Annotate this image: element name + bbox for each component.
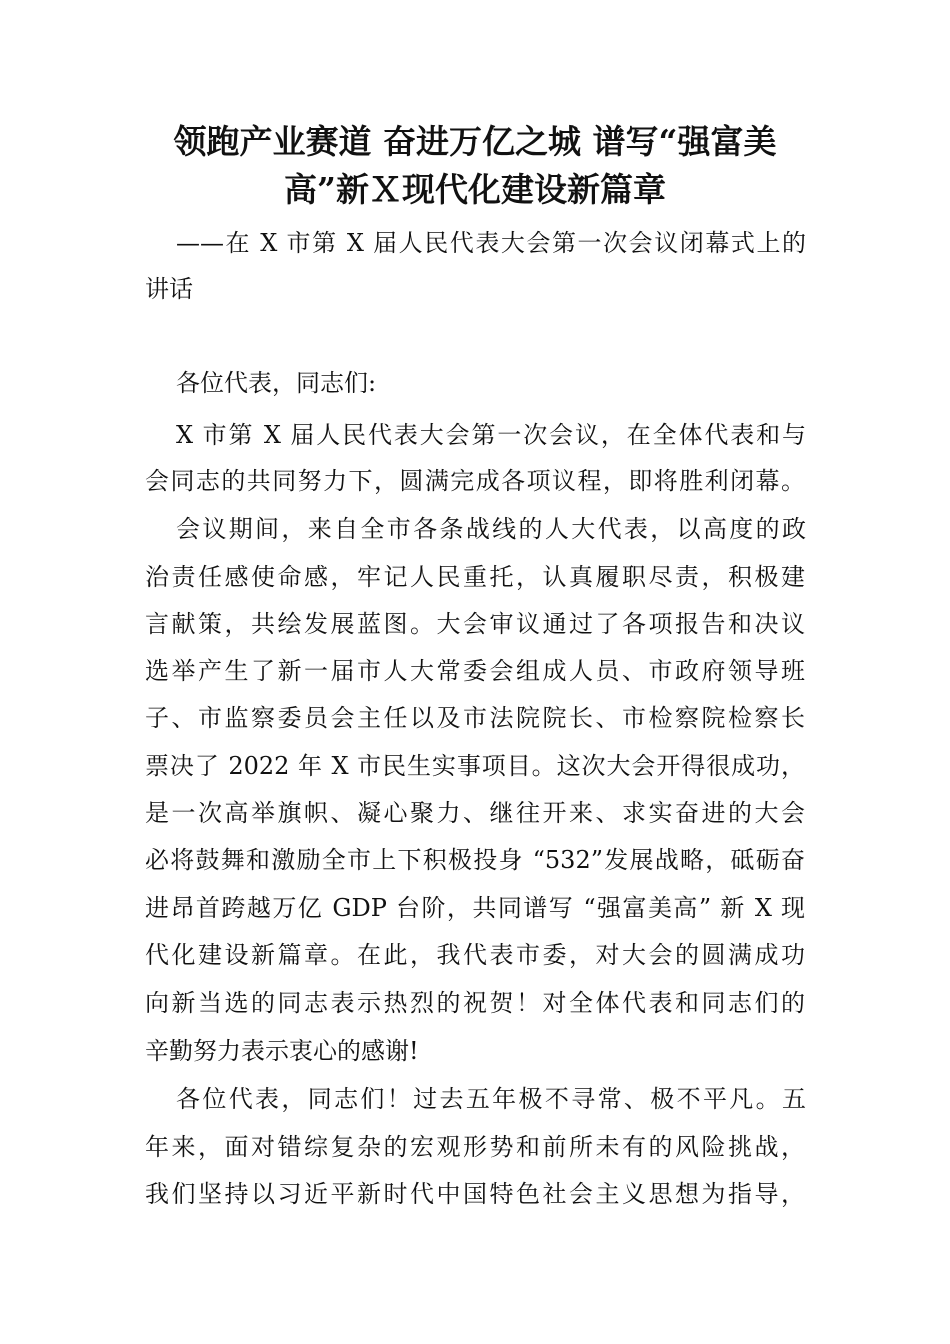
paragraph-line: 代化建设新篇章。在此，我代表市委，对大会的圆满成功 bbox=[145, 941, 805, 969]
document-title-line-1: 领跑产业赛道 奋进万亿之城 谱写“强富美 bbox=[173, 122, 777, 161]
paragraph-line: 辛勤努力表示衷心的感谢! bbox=[145, 1037, 419, 1065]
paragraph-line: 会同志的共同努力下，圆满完成各项议程，即将胜利闭幕。 bbox=[145, 467, 805, 495]
paragraph-line: 我们坚持以习近平新时代中国特色社会主义思想为指导， bbox=[145, 1180, 805, 1208]
salutation: 各位代表，同志们: bbox=[176, 369, 377, 397]
paragraph-line: 向新当选的同志表示热烈的祝贺！对全体代表和同志们的 bbox=[145, 989, 805, 1017]
paragraph-line: 治责任感使命感，牢记人民重托，认真履职尽责，积极建 bbox=[145, 563, 805, 591]
paragraph-line: 进昂首跨越万亿 GDP 台阶，共同谱写 “强富美高” 新 X 现 bbox=[145, 894, 805, 922]
paragraph-line: 必将鼓舞和激励全市上下积极投身 “532”发展战略，砥砺奋 bbox=[145, 846, 805, 874]
paragraph-line: 各位代表，同志们！过去五年极不寻常、极不平凡。五 bbox=[176, 1085, 806, 1113]
paragraph-line: X 市第 X 届人民代表大会第一次会议，在全体代表和与 bbox=[176, 421, 806, 449]
paragraph-line: 言献策，共绘发展蓝图。大会审议通过了各项报告和决议 bbox=[145, 610, 805, 638]
subtitle-line-1: ——在 X 市第 X 届人民代表大会第一次会议闭幕式上的 bbox=[176, 229, 806, 257]
paragraph-line: 票决了 2022 年 X 市民生实事项目。这次大会开得很成功， bbox=[145, 752, 805, 780]
paragraph-line: 选举产生了新一届市人大常委会组成人员、市政府领导班 bbox=[145, 657, 805, 685]
subtitle-line-2: 讲话 bbox=[145, 275, 193, 303]
paragraph-line: 会议期间，来自全市各条战线的人大代表，以高度的政 bbox=[176, 515, 806, 543]
paragraph-line: 年来，面对错综复杂的宏观形势和前所未有的风险挑战， bbox=[145, 1133, 805, 1161]
paragraph-line: 是一次高举旗帜、凝心聚力、继往开来、求实奋进的大会 bbox=[145, 799, 805, 827]
paragraph-line: 子、市监察委员会主任以及市法院院长、市检察院检察长 bbox=[145, 704, 805, 732]
document-title-line-2: 高”新Ｘ现代化建设新篇章 bbox=[284, 170, 666, 209]
